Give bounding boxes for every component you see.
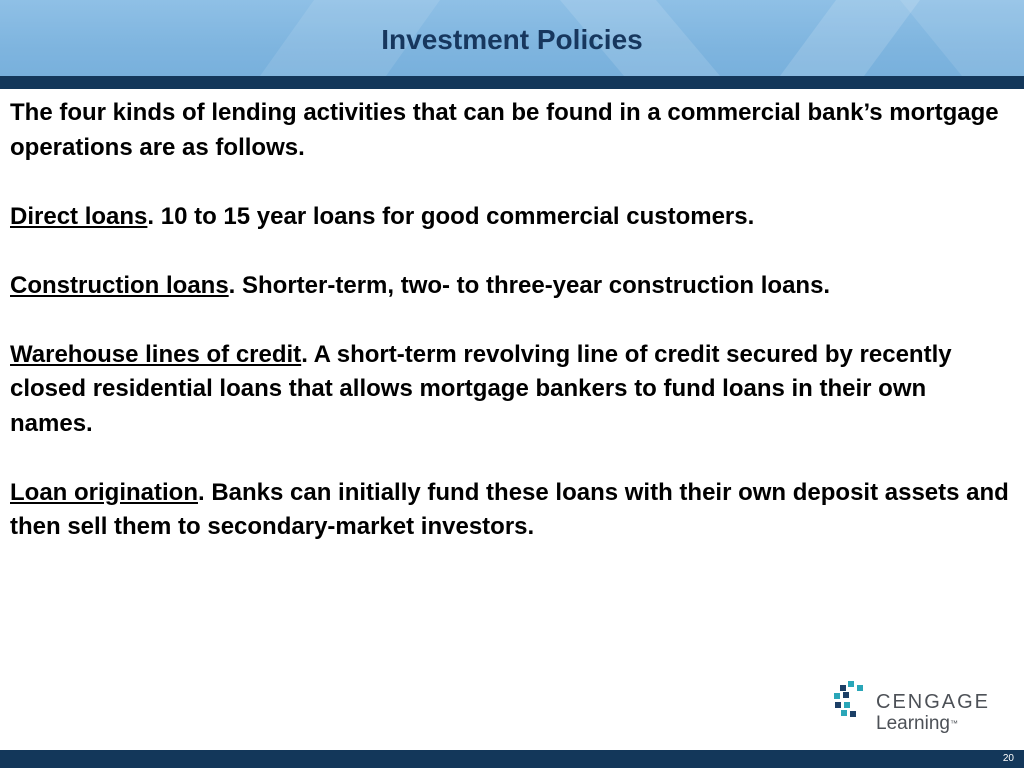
logo-wordmark: CENGAGE <box>876 691 991 713</box>
term-construction-loans: Construction loans <box>10 271 229 299</box>
list-item <box>10 200 1015 235</box>
intro-paragraph: The four kinds of lending activities that can be found in a commercial bank’s mortgage operations are as follows. <box>10 99 999 161</box>
page-number: 20 <box>1002 753 1014 764</box>
term-warehouse-lines-of-credit: Warehouse lines of credit <box>10 340 302 368</box>
trademark-symbol: ™ <box>949 719 958 728</box>
slide-body <box>10 96 1015 579</box>
header-divider <box>0 76 1024 89</box>
definition-direct-loans: . 10 to 15 year loans for good commercial customers. <box>147 202 755 230</box>
footer-bar <box>0 750 1024 768</box>
term-direct-loans: Direct loans <box>10 202 148 230</box>
term-loan-origination: Loan origination <box>10 478 198 506</box>
definition-loan-origination: . Banks can initially fund these loans with their own deposit assets and then sell them to secondary-market investors. <box>10 478 1009 540</box>
header-banner <box>0 0 1024 76</box>
definition-construction-loans: . Shorter-term, two- to three-year construction loans. <box>228 271 831 299</box>
logo-subwordmark <box>876 713 958 735</box>
definition-warehouse-lines-of-credit: . A short-term revolving line of credit secured by recently closed residential loans that allows mortgage bankers to fund loans in their own names. <box>10 340 952 437</box>
slide-title: Investment Policies <box>381 24 643 55</box>
list-item <box>10 269 1015 304</box>
logo-subword: Learning <box>876 713 950 734</box>
list-item <box>10 476 1015 545</box>
cengage-logo <box>832 680 991 740</box>
list-item <box>10 338 1015 442</box>
cengage-logo-icon <box>832 680 870 718</box>
